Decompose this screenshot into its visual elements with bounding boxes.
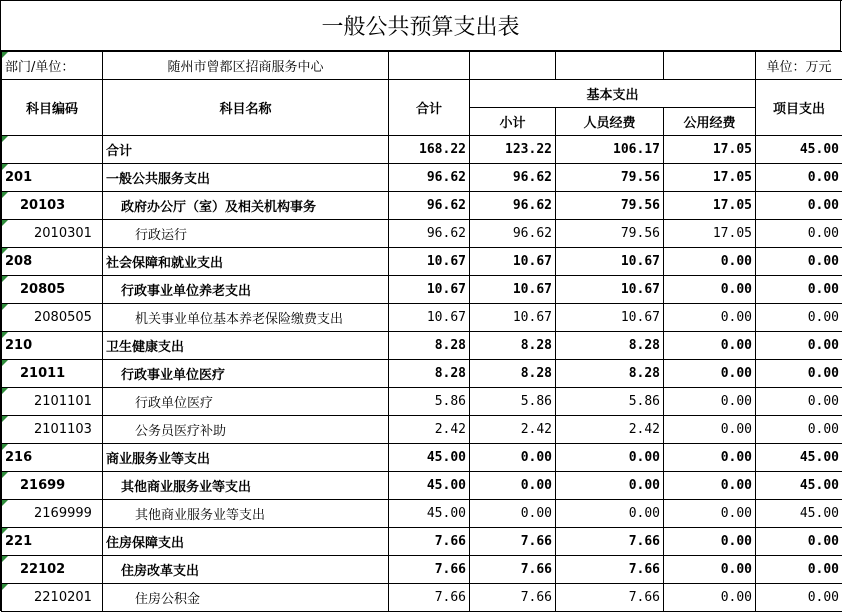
row-public: 0.00 [664,416,756,444]
row-name: 公务员医疗补助 [103,416,389,444]
table-row [2,276,842,304]
row-name: 行政单位医疗 [103,388,389,416]
row-total: 10.67 [389,304,470,332]
row-personnel: 5.86 [556,388,664,416]
header-code: 科目编码 [2,80,103,136]
table-row [2,360,842,388]
row-subtotal: 96.62 [470,192,556,220]
row-project: 0.00 [756,220,842,248]
row-personnel: 10.67 [556,276,664,304]
header-total: 合计 [389,80,470,136]
row-personnel: 7.66 [556,556,664,584]
row-name: 行政运行 [103,220,389,248]
row-project: 0.00 [756,416,842,444]
sheet-title: 一般公共预算支出表 [1,1,841,51]
row-public: 0.00 [664,248,756,276]
row-project: 0.00 [756,584,842,612]
row-personnel: 0.00 [556,444,664,472]
row-code: 2101101 [2,388,103,416]
header-personnel: 人员经费 [556,108,664,136]
row-name: 住房保障支出 [103,528,389,556]
row-code: 2101103 [2,416,103,444]
row-project: 45.00 [756,472,842,500]
dept-value: 随州市曾都区招商服务中心 [103,52,389,80]
row-personnel: 8.28 [556,332,664,360]
row-name: 行政事业单位养老支出 [103,276,389,304]
row-total: 8.28 [389,332,470,360]
table-row [2,136,842,164]
row-public: 0.00 [664,332,756,360]
row-code: 216 [2,444,103,472]
table-body [2,136,842,612]
row-code: 21699 [2,472,103,500]
row-subtotal: 8.28 [470,360,556,388]
table-row [2,220,842,248]
row-project: 0.00 [756,556,842,584]
row-personnel: 0.00 [556,500,664,528]
row-project: 0.00 [756,528,842,556]
row-code: 201 [2,164,103,192]
row-code: 2080505 [2,304,103,332]
row-subtotal: 10.67 [470,304,556,332]
row-personnel: 106.17 [556,136,664,164]
row-subtotal: 96.62 [470,220,556,248]
row-name: 其他商业服务业等支出 [103,472,389,500]
row-name: 合计 [103,136,389,164]
row-public: 0.00 [664,304,756,332]
row-public: 0.00 [664,528,756,556]
row-code: 221 [2,528,103,556]
row-name: 卫生健康支出 [103,332,389,360]
table-row [2,388,842,416]
row-name: 其他商业服务业等支出 [103,500,389,528]
table-row [2,556,842,584]
row-public: 0.00 [664,584,756,612]
row-project: 0.00 [756,248,842,276]
row-subtotal: 10.67 [470,276,556,304]
row-public: 17.05 [664,192,756,220]
row-total: 10.67 [389,276,470,304]
header-row-1 [2,80,842,108]
row-subtotal: 7.66 [470,584,556,612]
row-personnel: 79.56 [556,164,664,192]
meta-row [2,52,842,80]
row-project: 45.00 [756,444,842,472]
row-code: 2210201 [2,584,103,612]
row-total: 168.22 [389,136,470,164]
row-total: 96.62 [389,192,470,220]
row-subtotal: 5.86 [470,388,556,416]
row-personnel: 7.66 [556,528,664,556]
row-personnel: 79.56 [556,220,664,248]
row-subtotal: 7.66 [470,528,556,556]
row-code: 20805 [2,276,103,304]
row-total: 45.00 [389,444,470,472]
row-name: 社会保障和就业支出 [103,248,389,276]
row-total: 7.66 [389,556,470,584]
row-public: 0.00 [664,556,756,584]
table-row [2,248,842,276]
header-project: 项目支出 [756,80,842,136]
row-code: 21011 [2,360,103,388]
row-project: 0.00 [756,192,842,220]
row-public: 17.05 [664,136,756,164]
row-code: 208 [2,248,103,276]
row-personnel: 0.00 [556,472,664,500]
row-public: 0.00 [664,444,756,472]
row-project: 0.00 [756,360,842,388]
table-row [2,500,842,528]
row-code: 22102 [2,556,103,584]
table-row [2,304,842,332]
row-total: 96.62 [389,220,470,248]
row-personnel: 2.42 [556,416,664,444]
row-project: 0.00 [756,304,842,332]
row-name: 住房公积金 [103,584,389,612]
row-name: 商业服务业等支出 [103,444,389,472]
row-total: 8.28 [389,360,470,388]
unit-label: 单位：万元 [756,52,842,80]
row-total: 7.66 [389,528,470,556]
row-code: 20103 [2,192,103,220]
row-total: 45.00 [389,472,470,500]
row-name: 行政事业单位医疗 [103,360,389,388]
row-public: 0.00 [664,276,756,304]
row-name: 政府办公厅（室）及相关机构事务 [103,192,389,220]
row-subtotal: 96.62 [470,164,556,192]
row-public: 0.00 [664,500,756,528]
row-subtotal: 2.42 [470,416,556,444]
row-subtotal: 10.67 [470,248,556,276]
row-subtotal: 0.00 [470,500,556,528]
table-row [2,192,842,220]
row-code: 2010301 [2,220,103,248]
row-code [2,136,103,164]
table-row [2,472,842,500]
row-total: 10.67 [389,248,470,276]
row-subtotal: 8.28 [470,332,556,360]
row-project: 45.00 [756,500,842,528]
row-code: 210 [2,332,103,360]
table-row [2,164,842,192]
row-personnel: 8.28 [556,360,664,388]
row-personnel: 79.56 [556,192,664,220]
table-row [2,416,842,444]
row-subtotal: 0.00 [470,472,556,500]
header-public: 公用经费 [664,108,756,136]
row-code: 2169999 [2,500,103,528]
row-subtotal: 0.00 [470,444,556,472]
row-name: 一般公共服务支出 [103,164,389,192]
row-project: 0.00 [756,164,842,192]
dept-label: 部门/单位： [2,52,103,80]
row-personnel: 10.67 [556,248,664,276]
row-project: 0.00 [756,276,842,304]
row-project: 45.00 [756,136,842,164]
table-row [2,332,842,360]
row-total: 45.00 [389,500,470,528]
row-total: 96.62 [389,164,470,192]
budget-table [1,51,842,612]
row-subtotal: 7.66 [470,556,556,584]
row-name: 住房改革支出 [103,556,389,584]
row-public: 0.00 [664,360,756,388]
row-public: 0.00 [664,472,756,500]
row-public: 17.05 [664,220,756,248]
table-row [2,584,842,612]
row-personnel: 10.67 [556,304,664,332]
row-public: 17.05 [664,164,756,192]
row-total: 2.42 [389,416,470,444]
row-name: 机关事业单位基本养老保险缴费支出 [103,304,389,332]
header-name: 科目名称 [103,80,389,136]
row-personnel: 7.66 [556,584,664,612]
table-row [2,528,842,556]
row-subtotal: 123.22 [470,136,556,164]
table-row [2,444,842,472]
row-public: 0.00 [664,388,756,416]
row-total: 5.86 [389,388,470,416]
header-subtotal: 小计 [470,108,556,136]
row-project: 0.00 [756,388,842,416]
row-project: 0.00 [756,332,842,360]
row-total: 7.66 [389,584,470,612]
header-basic: 基本支出 [470,80,756,108]
